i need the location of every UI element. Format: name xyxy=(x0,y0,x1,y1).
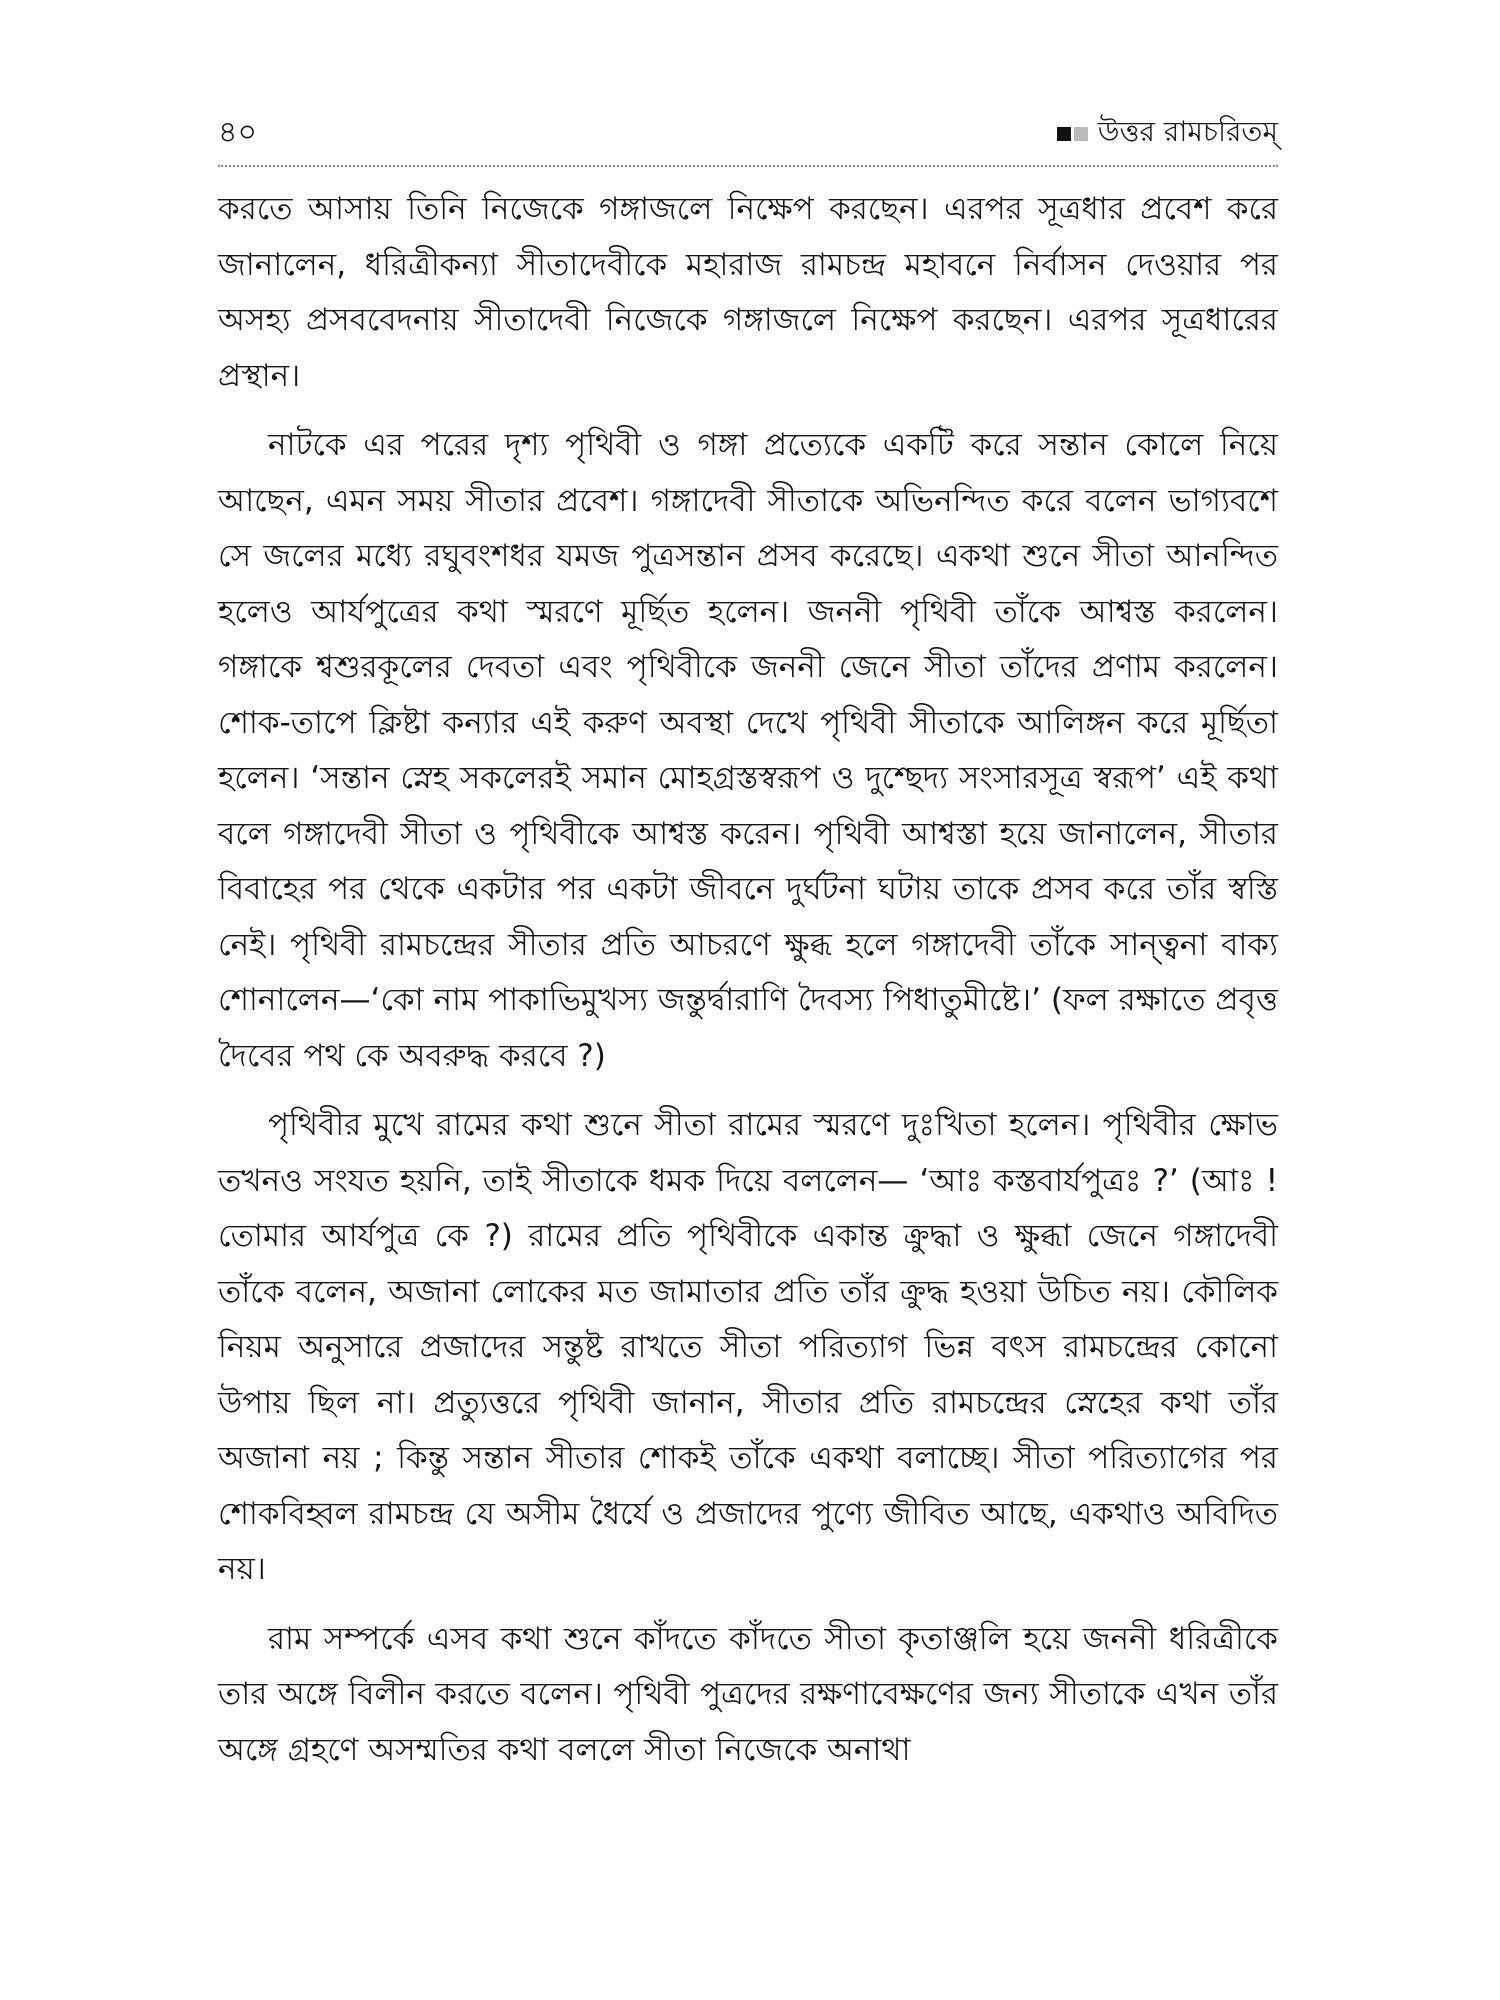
running-title: উত্তর রামচরিতম্ xyxy=(1097,115,1278,148)
paragraph-1: করতে আসায় তিনি নিজেকে গঙ্গাজলে নিক্ষেপ করছেন। এরপর সূত্রধার প্রবেশ করে জানালেন, ধরিত্রীকন্যা সীতাদেবীকে মহারাজ রামচন্দ্র মহাবনে নির্বাসন দেওয়ার পর অসহ্য প্রসববেদনায় সীতাদেবী নিজেকে গঙ্গাজলে নিক্ষেপ করছেন। এরপর সূত্রধারের প্রস্থান। xyxy=(218,191,1278,394)
ornament-squares-icon xyxy=(1057,127,1088,141)
running-head xyxy=(1057,110,1278,157)
page-header xyxy=(218,108,1278,158)
paragraph-4: রাম সম্পর্কে এসব কথা শুনে কাঁদতে কাঁদতে সীতা কৃতাঞ্জলি হয়ে জননী ধরিত্রীকে তার অঙ্গে বিলীন করতে বলেন। পৃথিবী পুত্রদের রক্ষণাবেক্ষণের জন্য সীতাকে এখন তাঁর অঙ্গে গ্রহণে অসম্মতির কথা বললে সীতা নিজেকে অনাথা xyxy=(218,1620,1278,1768)
body-text xyxy=(218,182,1278,1778)
paragraph-3: পৃথিবীর মুখে রামের কথা শুনে সীতা রামের স্মরণে দুঃখিতা হলেন। পৃথিবীর ক্ষোভ তখনও সংযত হয়নি, তাই সীতাকে ধমক দিয়ে বললেন— ‘আঃ কস্তবার্যপুত্রঃ ?’ (আঃ ! তোমার আর্যপুত্র কে ?) রামের প্রতি পৃথিবীকে একান্ত ক্রুদ্ধা ও ক্ষুব্ধা জেনে গঙ্গাদেবী তাঁকে বলেন, অজানা লোকের মত জামাতার প্রতি তাঁর ক্রুদ্ধ হওয়া উচিত নয়। কৌলিক নিয়ম অনুসারে প্রজাদের সন্তুষ্ট রাখতে সীতা পরিত্যাগ ভিন্ন বৎস রামচন্দ্রের কোনো উপায় ছিল না। প্রত্যুত্তরে পৃথিবী জানান, সীতার প্রতি রামচন্দ্রের স্নেহের কথা তাঁর অজানা নয় ; কিন্তু সন্তান সীতার শোকই তাঁকে একথা বলাচ্ছে। সীতা পরিত্যাগের পর শোকবিহ্বল রামচন্দ্র যে অসীম ধৈর্যে ও প্রজাদের পুণ্যে জীবিত আছে, একথাও অবিদিত নয়। xyxy=(218,1107,1278,1587)
header-rule xyxy=(218,165,1278,167)
paragraph-2: নাটকে এর পরের দৃশ্য পৃথিবী ও গঙ্গা প্রত্যেকে একটি করে সন্তান কোলে নিয়ে আছেন, এমন সময় সীতার প্রবেশ। গঙ্গাদেবী সীতাকে অভিনন্দিত করে বলেন ভাগ্যবশে সে জলের মধ্যে রঘুবংশধর যমজ পুত্রসন্তান প্রসব করেছে। একথা শুনে সীতা আনন্দিত হলেও আর্যপুত্রের কথা স্মরণে মূর্ছিত হলেন। জননী পৃথিবী তাঁকে আশ্বস্ত করলেন। গঙ্গাকে শ্বশুরকূলের দেবতা এবং পৃথিবীকে জননী জেনে সীতা তাঁদের প্রণাম করলেন। শোক-তাপে ক্লিষ্টা কন্যার এই করুণ অবস্থা দেখে পৃথিবী সীতাকে আলিঙ্গন করে মূর্ছিতা হলেন। ‘সন্তান স্নেহ সকলেরই সমান মোহগ্রস্তস্বরূপ ও দুশ্ছেদ্য সংসারসূত্র স্বরূপ’ এই কথা বলে গঙ্গাদেবী সীতা ও পৃথিবীকে আশ্বস্ত করেন। পৃথিবী আশ্বস্তা হয়ে জানালেন, সীতার বিবাহের পর থেকে একটার পর একটা জীবনে দুর্ঘটনা ঘটায় তাকে প্রসব করে তাঁর স্বস্তি নেই। পৃথিবী রামচন্দ্রের সীতার প্রতি আচরণে ক্ষুব্ধ হলে গঙ্গাদেবী তাঁকে সান্ত্বনা বাক্য শোনালেন—‘কো নাম পাকাভিমুখস্য জন্তুর্দ্বারাণি দৈবস্য পিধাতুমীষ্টে।’ (ফল রক্ষাতে প্রবৃত্ত দৈবের পথ কে অবরুদ্ধ করবে ?) xyxy=(218,427,1278,1074)
page-number: ৪০ xyxy=(218,115,257,150)
